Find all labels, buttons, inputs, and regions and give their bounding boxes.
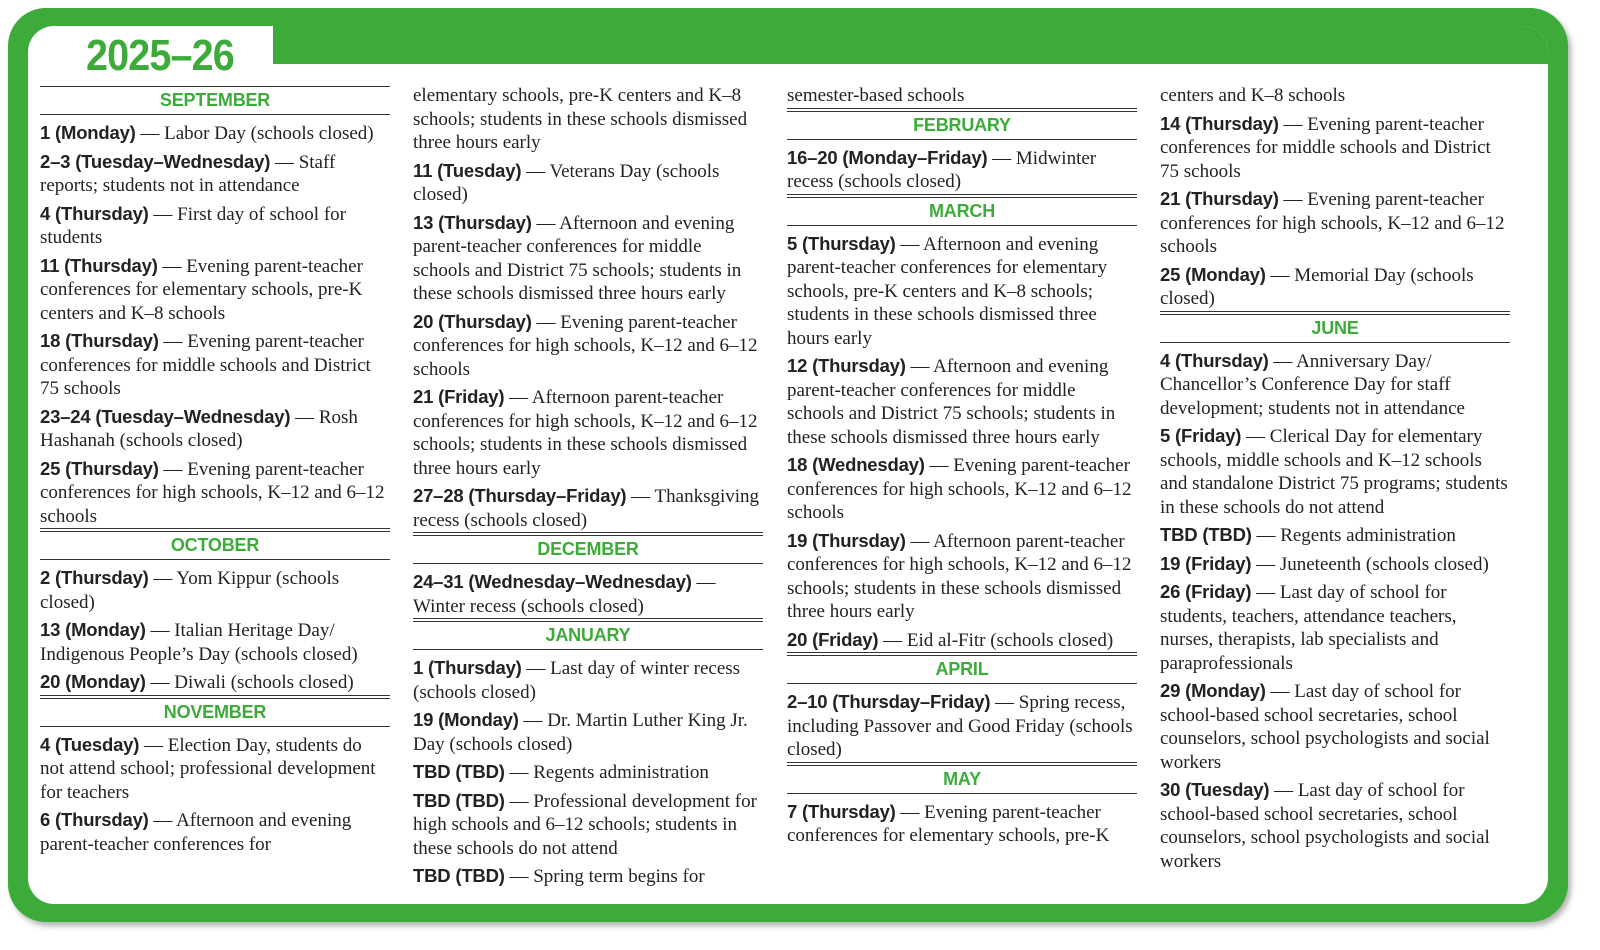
entry-description: — Rosh Hashanah (schools closed) (40, 406, 358, 451)
entry-date: 5 (Thursday) (787, 232, 896, 254)
calendar-entry (1160, 580, 1510, 675)
entry-description: — Last day of winter recess (schools closed) (413, 658, 741, 703)
calendar-entry (413, 708, 763, 756)
entry-description: — Last day of school for students, teachers, attendance teachers, nurses, therapists, lab specialists and paraprofessionals (1160, 582, 1457, 674)
calendar-entry (787, 529, 1137, 624)
entry-date: 2–3 (Tuesday–Wednesday) (40, 150, 271, 172)
entry-description: — Last day of school for school-based school secretaries, school counselors, school psychologists and social workers (1160, 780, 1490, 872)
year-title: 2025–26 (86, 31, 234, 80)
calendar-entry (40, 733, 390, 805)
entry-description: — Evening parent-teacher conferences for high schools, K–12 and 6–12 schools (40, 458, 385, 527)
entry-date: 24–31 (Wednesday–Wednesday) (413, 571, 692, 592)
continued-text: semester-based schools (787, 84, 1137, 109)
calendar-entry (40, 202, 390, 250)
entry-date: 2 (Thursday) (40, 567, 149, 588)
calendar-entry (1160, 523, 1510, 548)
calendar-entry (40, 329, 390, 401)
entry-description: — Regents administration (1251, 525, 1456, 546)
month-heading: OCTOBER (40, 531, 390, 560)
calendar-entry (413, 385, 763, 480)
month-heading: JUNE (1160, 314, 1510, 343)
calendar-entry (787, 800, 1137, 848)
entry-description: — Afternoon and evening parent-teacher conferences for (40, 810, 352, 855)
entry-description: — Evening parent-teacher conferences for elementary schools, pre-K centers and K–8 schools (40, 255, 363, 324)
entry-date: 30 (Tuesday) (1160, 779, 1270, 800)
calendar-entry (413, 656, 763, 704)
calendar-entry (40, 405, 390, 453)
entry-date: 19 (Friday) (1160, 552, 1252, 574)
entry-description: — Afternoon parent-teacher conferences for high schools, K–12 and 6–12 schools; students in these schools dismissed three hours early (413, 387, 758, 479)
entry-description: — Juneteenth (schools closed) (1251, 553, 1489, 575)
entry-description: — Evening parent-teacher conferences for high schools, K–12 and 6–12 schools (413, 311, 758, 380)
calendar-entry (1160, 778, 1510, 873)
calendar-entry (40, 566, 390, 614)
calendar-card (8, 8, 1568, 922)
calendar-column-4 (1160, 84, 1510, 877)
calendar-entry (413, 789, 763, 861)
entry-description: — Professional development for high schools and 6–12 schools; students in these schools do not attend (413, 790, 757, 859)
entry-date: 20 (Monday) (40, 671, 146, 692)
entry-date: 6 (Thursday) (40, 809, 149, 830)
entry-description: — Veterans Day (schools closed) (413, 160, 720, 205)
entry-date: 18 (Thursday) (40, 330, 159, 351)
entry-date: 2–10 (Thursday–Friday) (787, 691, 991, 712)
calendar-entry (40, 254, 390, 326)
calendar-entry (1160, 424, 1510, 519)
calendar-entry (40, 150, 390, 198)
entry-date: 11 (Tuesday) (413, 159, 522, 181)
calendar-entry (40, 808, 390, 856)
entry-description: — Afternoon and evening parent-teacher conferences for elementary schools, pre-K centers and K–8 schools; students in these schools dismissed three hours early (787, 233, 1108, 349)
calendar-entry (413, 310, 763, 382)
entry-description: — Labor Day (schools closed) (135, 123, 374, 144)
entry-date: 26 (Friday) (1160, 581, 1252, 602)
calendar-panel (28, 26, 1548, 904)
entry-description: — Afternoon and evening parent-teacher conferences for middle schools and District 75 schools; students in these schools dismissed three hours early (787, 356, 1116, 448)
entry-description: — First day of school for students (40, 203, 346, 248)
month-heading: JANUARY (413, 621, 763, 650)
entry-description: — Clerical Day for elementary schools, middle schools and K–12 schools and standalone District 75 programs; students in these schools do not attend (1160, 426, 1508, 518)
calendar-entry (787, 690, 1137, 763)
entry-date: TBD (TBD) (413, 789, 505, 811)
continued-text: centers and K–8 schools (1160, 85, 1346, 106)
calendar-entry (787, 628, 1137, 654)
entry-description: — Evening parent-teacher conferences for high schools, K–12 and 6–12 schools (1160, 189, 1505, 257)
calendar-entry (1160, 679, 1510, 774)
month-heading: DECEMBER (413, 535, 763, 564)
entry-date: 19 (Monday) (413, 709, 519, 730)
month-heading: NOVEMBER (40, 698, 390, 727)
calendar-entry (1160, 112, 1510, 184)
entry-date: 20 (Thursday) (413, 310, 532, 332)
entry-description: — Election Day, students do not attend school; professional development for teachers (40, 734, 376, 803)
entry-date: 4 (Thursday) (1160, 349, 1269, 371)
entry-description: — Thanksgiving recess (schools closed) (413, 486, 760, 531)
calendar-entry (1160, 263, 1510, 312)
entry-date: 13 (Thursday) (413, 211, 532, 233)
month-heading: MAY (787, 765, 1137, 794)
month-heading: APRIL (787, 655, 1137, 684)
calendar-column-1 (40, 84, 390, 860)
entry-date: 23–24 (Tuesday–Wednesday) (40, 405, 291, 427)
entry-description: — Yom Kippur (schools closed) (40, 568, 340, 613)
entry-description: — Afternoon parent-teacher conferences for high schools, K–12 and 6–12 schools; students in these schools dismissed three hours early (787, 530, 1132, 622)
calendar-entry (787, 453, 1137, 525)
entry-date: 21 (Thursday) (1160, 188, 1279, 209)
calendar-entry (787, 232, 1137, 351)
entry-description: — Evening parent-teacher conferences for middle schools and District 75 schools (40, 331, 371, 399)
entry-date: 11 (Thursday) (40, 254, 158, 276)
calendar-entry (413, 484, 763, 533)
entry-date: 25 (Monday) (1160, 263, 1266, 285)
header-bar (273, 26, 1548, 64)
entry-description: — Spring recess, including Passover and Good Friday (schools closed) (787, 692, 1133, 760)
entry-date: 4 (Thursday) (40, 202, 149, 224)
entry-description: — Last day of school for school-based school secretaries, school counselors, school psychologists and social workers (1160, 681, 1490, 773)
calendar-entry (413, 570, 763, 619)
entry-date: 14 (Thursday) (1160, 112, 1279, 134)
entry-date: 16–20 (Monday–Friday) (787, 146, 988, 168)
entry-description: — Dr. Martin Luther King Jr. Day (schools closed) (413, 710, 748, 755)
entry-date: 5 (Friday) (1160, 425, 1242, 446)
calendar-entry (40, 670, 390, 696)
entry-date: 7 (Thursday) (787, 800, 896, 822)
entry-date: 20 (Friday) (787, 628, 879, 650)
calendar-entry (413, 159, 763, 207)
entry-date: 1 (Monday) (40, 122, 136, 143)
calendar-entry (1160, 349, 1510, 421)
calendar-entry (40, 457, 390, 530)
continued-text: elementary schools, pre-K centers and K–8 schools; students in these schools dismissed three hours early (413, 85, 748, 153)
calendar-entry (413, 760, 763, 785)
entry-description: — Evening parent-teacher conferences for elementary schools, pre-K (787, 801, 1110, 846)
entry-date: 25 (Thursday) (40, 457, 159, 479)
entry-description: — Italian Heritage Day/ Indigenous People’s Day (schools closed) (40, 620, 358, 665)
entry-date: TBD (TBD) (413, 865, 505, 886)
entry-date: 19 (Thursday) (787, 529, 906, 551)
entry-description: — Anniversary Day/ Chancellor’s Conference Day for staff development; students not in attendance (1160, 350, 1465, 419)
entry-description: — Regents administration (504, 762, 709, 783)
calendar-entry (1160, 552, 1510, 577)
calendar-column-2 (413, 84, 763, 893)
month-heading: MARCH (787, 197, 1137, 226)
entry-description: — Eid al-Fitr (schools closed) (878, 629, 1114, 651)
entry-date: 18 (Wednesday) (787, 454, 925, 475)
entry-date: 1 (Thursday) (413, 657, 522, 678)
entry-description: — Evening parent-teacher conferences for middle schools and District 75 schools (1160, 113, 1491, 182)
entry-date: 13 (Monday) (40, 619, 146, 640)
entry-date: TBD (TBD) (1160, 524, 1252, 545)
calendar-entry (413, 211, 763, 306)
month-heading: SEPTEMBER (40, 86, 390, 115)
calendar-entry (787, 146, 1137, 195)
entry-date: TBD (TBD) (413, 761, 505, 782)
calendar-column-3 (787, 84, 1137, 852)
entry-description: — Staff reports; students not in attendance (40, 151, 336, 196)
entry-date: 12 (Thursday) (787, 355, 906, 376)
entry-description: — Winter recess (schools closed) (413, 572, 716, 617)
calendar-entry (787, 354, 1137, 449)
entry-description: — Midwinter recess (schools closed) (787, 147, 1097, 192)
entry-description: — Afternoon and evening parent-teacher conferences for middle schools and District 75 schools; students in these schools dismissed three hours early (413, 212, 742, 304)
entry-date: 21 (Friday) (413, 386, 505, 407)
calendar-entry (413, 864, 763, 889)
entry-description: — Diwali (schools closed) (145, 672, 354, 693)
entry-description: — Spring term begins for (504, 866, 705, 887)
month-heading: FEBRUARY (787, 111, 1137, 140)
calendar-entry (40, 618, 390, 666)
entry-date: 29 (Monday) (1160, 680, 1266, 701)
entry-description: — Memorial Day (schools closed) (1160, 264, 1474, 309)
calendar-entry (1160, 187, 1510, 259)
entry-description: — Evening parent-teacher conferences for high schools, K–12 and 6–12 schools (787, 455, 1132, 523)
calendar-entry (40, 121, 390, 146)
entry-date: 27–28 (Thursday–Friday) (413, 485, 627, 506)
entry-date: 4 (Tuesday) (40, 733, 140, 755)
